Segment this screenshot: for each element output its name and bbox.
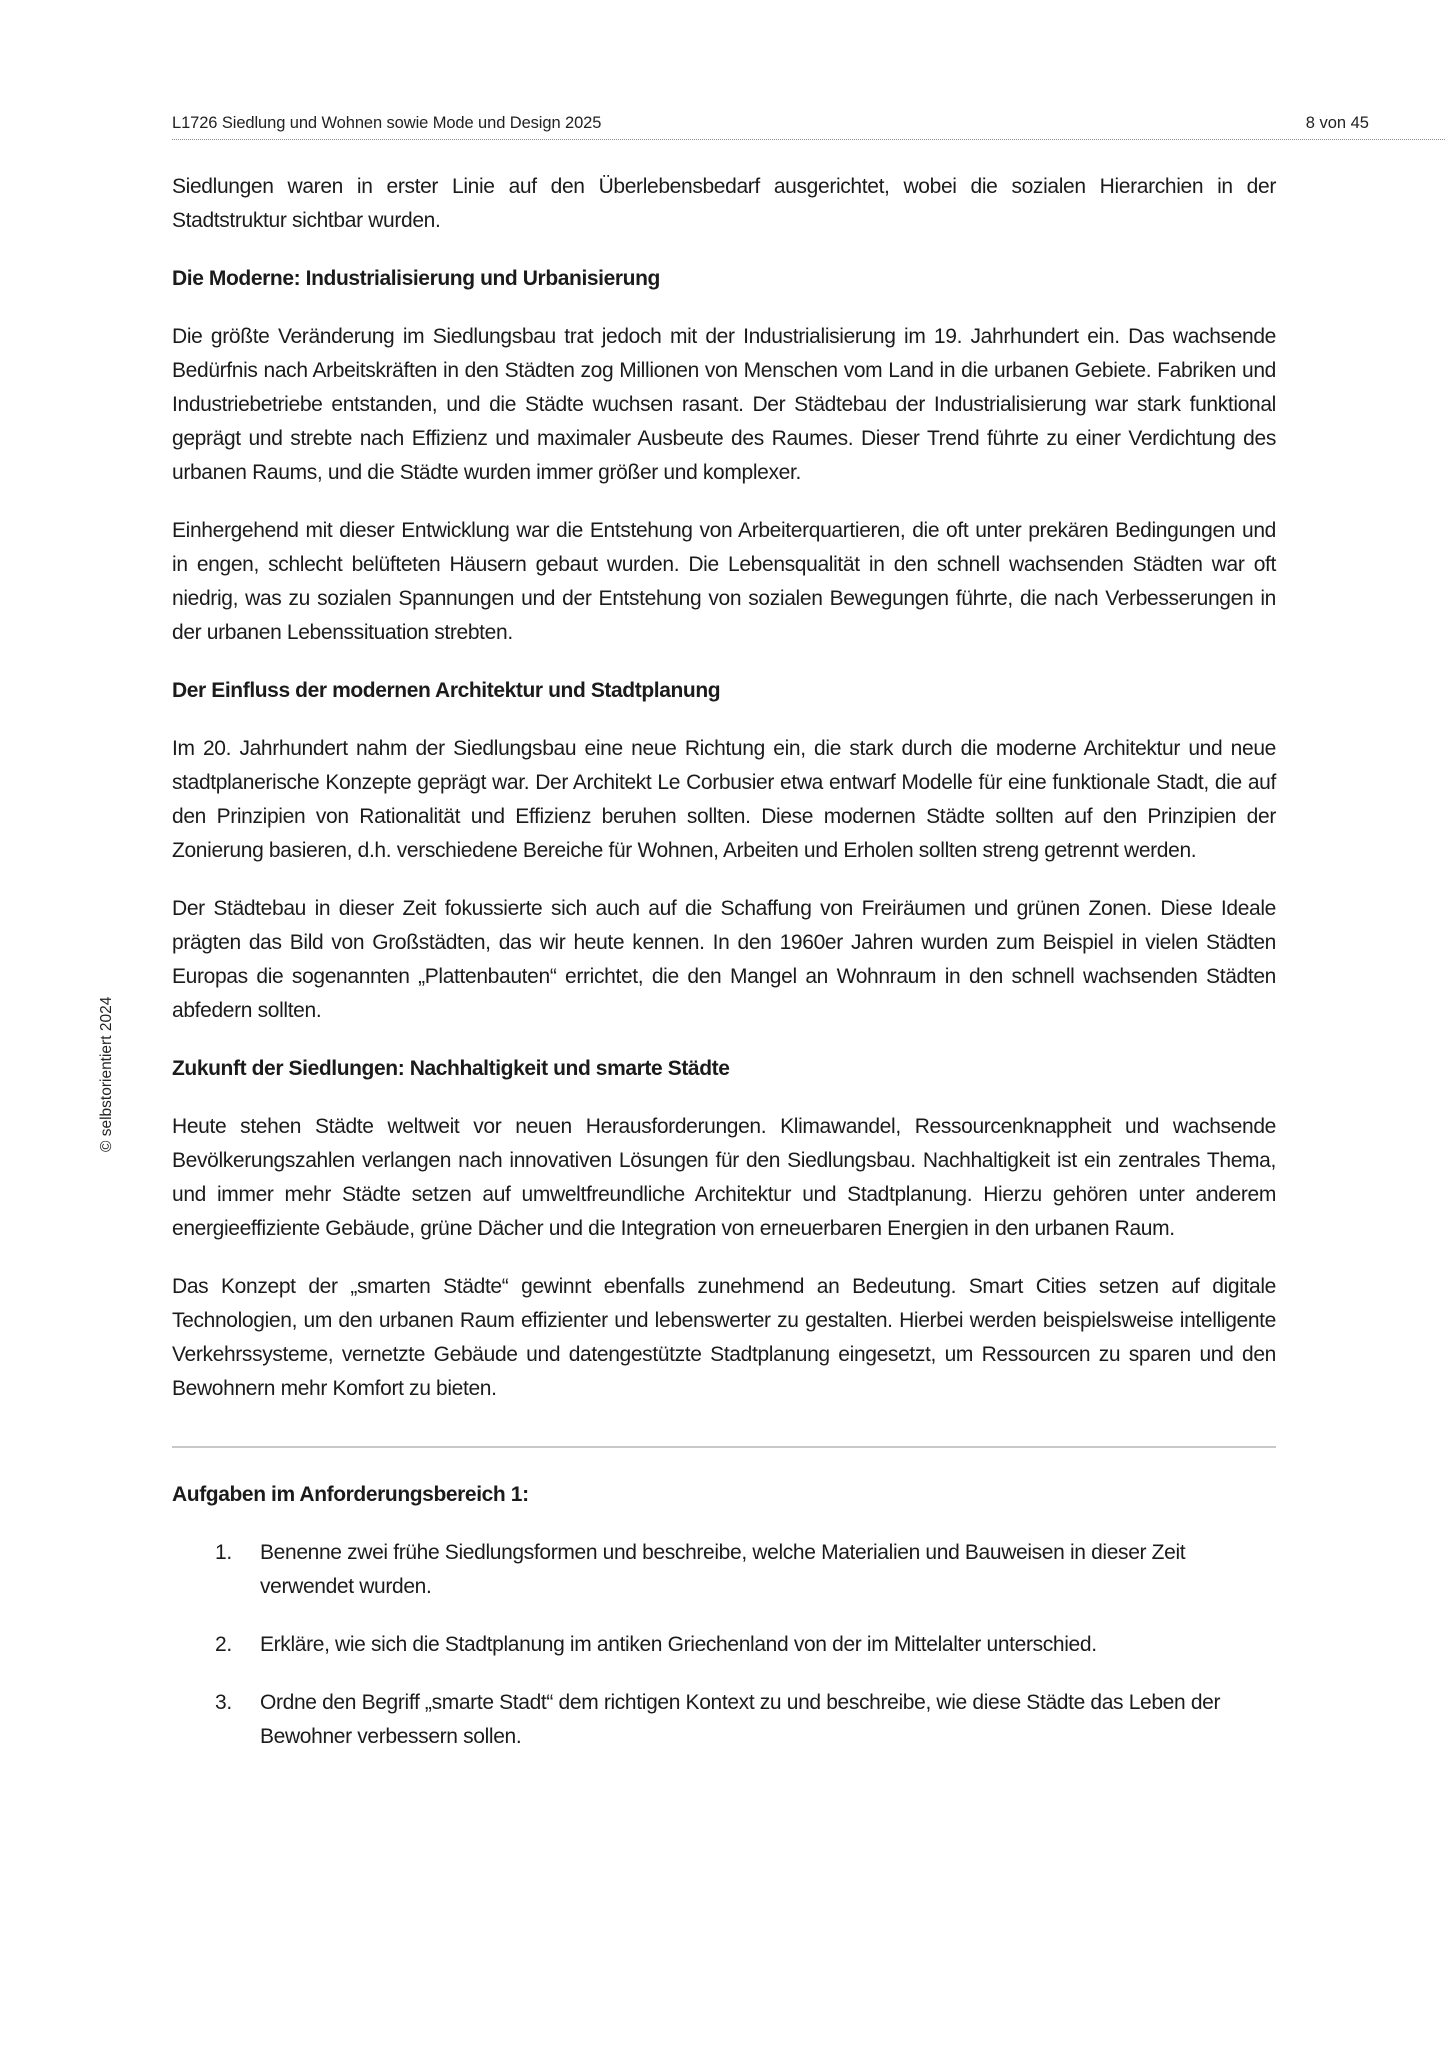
copyright-note: © selbstorientiert 2024 (98, 996, 115, 1152)
header-divider (172, 139, 1445, 140)
heading-zukunft: Zukunft der Siedlungen: Nachhaltigkeit und smarte Städte (172, 1057, 730, 1080)
page-header (172, 112, 1445, 140)
document-body (172, 170, 1276, 1778)
heading-moderne: Die Moderne: Industrialisierung und Urbanisierung (172, 267, 660, 290)
paragraph: Der Städtebau in dieser Zeit fokussierte sich auch auf die Schaffung von Freiräumen und grünen Zonen. Diese Ideale prägten das Bild von Großstädten, das wir heute kennen. In den 1960er Jahren wurden zum Beispiel in vielen Städten Europas die sogenannten „Plattenbauten“ errichtet, die den Mangel an Wohnraum in den schnell wachsenden Städten abfedern sollten. (172, 897, 1276, 1022)
paragraph: Im 20. Jahrhundert nahm der Siedlungsbau eine neue Richtung ein, die stark durch die moderne Architektur und neue stadtplanerische Konzepte geprägt war. Der Architekt Le Corbusier etwa entwarf Modelle für eine funktionale Stadt, die auf den Prinzipien von Rationalität und Effizienz beruhen sollten. Diese modernen Städte sollten auf den Prinzipien der Zonierung basieren, d.h. verschiedene Bereiche für Wohnen, Arbeiten und Erholen sollten streng getrennt werden. (172, 737, 1276, 862)
task-text: Benenne zwei frühe Siedlungsformen und beschreibe, welche Materialien und Bauweisen in dieser Zeit verwendet wurden. (260, 1541, 1186, 1598)
task-text: Ordne den Begriff „smarte Stadt“ dem richtigen Kontext zu und beschreibe, wie diese Städte das Leben der Bewohner verbessern sollen. (260, 1691, 1221, 1748)
task-item (172, 1628, 1276, 1662)
tasks-heading: Aufgaben im Anforderungsbereich 1: (172, 1483, 529, 1506)
paragraph: Die größte Veränderung im Siedlungsbau trat jedoch mit der Industrialisierung im 19. Jahrhundert ein. Das wachsende Bedürfnis nach Arbeitskräften in den Städten zog Millionen von Menschen vom Land in die urbanen Gebiete. Fabriken und Industriebetriebe entstanden, und die Städte wuchsen rasant. Der Städtebau der Industrialisierung war stark funktional geprägt und strebte nach Effizienz und maximaler Ausbeute des Raumes. Dieser Trend führte zu einer Verdichtung des urbanen Raums, und die Städte wurden immer größer und komplexer. (172, 325, 1276, 484)
task-number: 2. (215, 1633, 232, 1656)
task-list (172, 1536, 1276, 1754)
task-number: 1. (215, 1541, 232, 1564)
paragraph: Das Konzept der „smarten Städte“ gewinnt ebenfalls zunehmend an Bedeutung. Smart Cities setzen auf digitale Technologien, um den urbanen Raum effizienter und lebenswerter zu gestalten. Hierbei werden beispielsweise intelligente Verkehrssysteme, vernetzte Gebäude und datengestützte Stadtplanung eingesetzt, um Ressourcen zu sparen und den Bewohnern mehr Komfort zu bieten. (172, 1275, 1276, 1400)
intro-paragraph: Siedlungen waren in erster Linie auf den Überlebensbedarf ausgerichtet, wobei die sozialen Hierarchien in der Stadtstruktur sichtbar wurden. (172, 175, 1276, 232)
task-text: Erkläre, wie sich die Stadtplanung im antiken Griechenland von der im Mittelalter unterschied. (260, 1633, 1097, 1656)
page-indicator: 8 von 45 (1305, 114, 1369, 132)
document-title: L1726 Siedlung und Wohnen sowie Mode und Design 2025 (172, 114, 602, 132)
task-number: 3. (215, 1691, 232, 1714)
task-item (172, 1686, 1276, 1754)
section-divider (172, 1446, 1276, 1448)
paragraph: Einhergehend mit dieser Entwicklung war die Entstehung von Arbeiterquartieren, die oft unter prekären Bedingungen und in engen, schlecht belüfteten Häusern gebaut wurden. Die Lebensqualität in den schnell wachsenden Städten war oft niedrig, was zu sozialen Spannungen und der Entstehung von sozialen Bewegungen führte, die nach Verbesserungen in der urbanen Lebenssituation strebten. (172, 519, 1276, 644)
task-item (172, 1536, 1276, 1604)
heading-architektur: Der Einfluss der modernen Architektur und Stadtplanung (172, 679, 721, 702)
paragraph: Heute stehen Städte weltweit vor neuen Herausforderungen. Klimawandel, Ressourcenknappheit und wachsende Bevölkerungszahlen verlangen nach innovativen Lösungen für den Siedlungsbau. Nachhaltigkeit ist ein zentrales Thema, und immer mehr Städte setzen auf umweltfreundliche Architektur und Stadtplanung. Hierzu gehören unter anderem energieeffiziente Gebäude, grüne Dächer und die Integration von erneuerbaren Energien in den urbanen Raum. (172, 1115, 1276, 1240)
